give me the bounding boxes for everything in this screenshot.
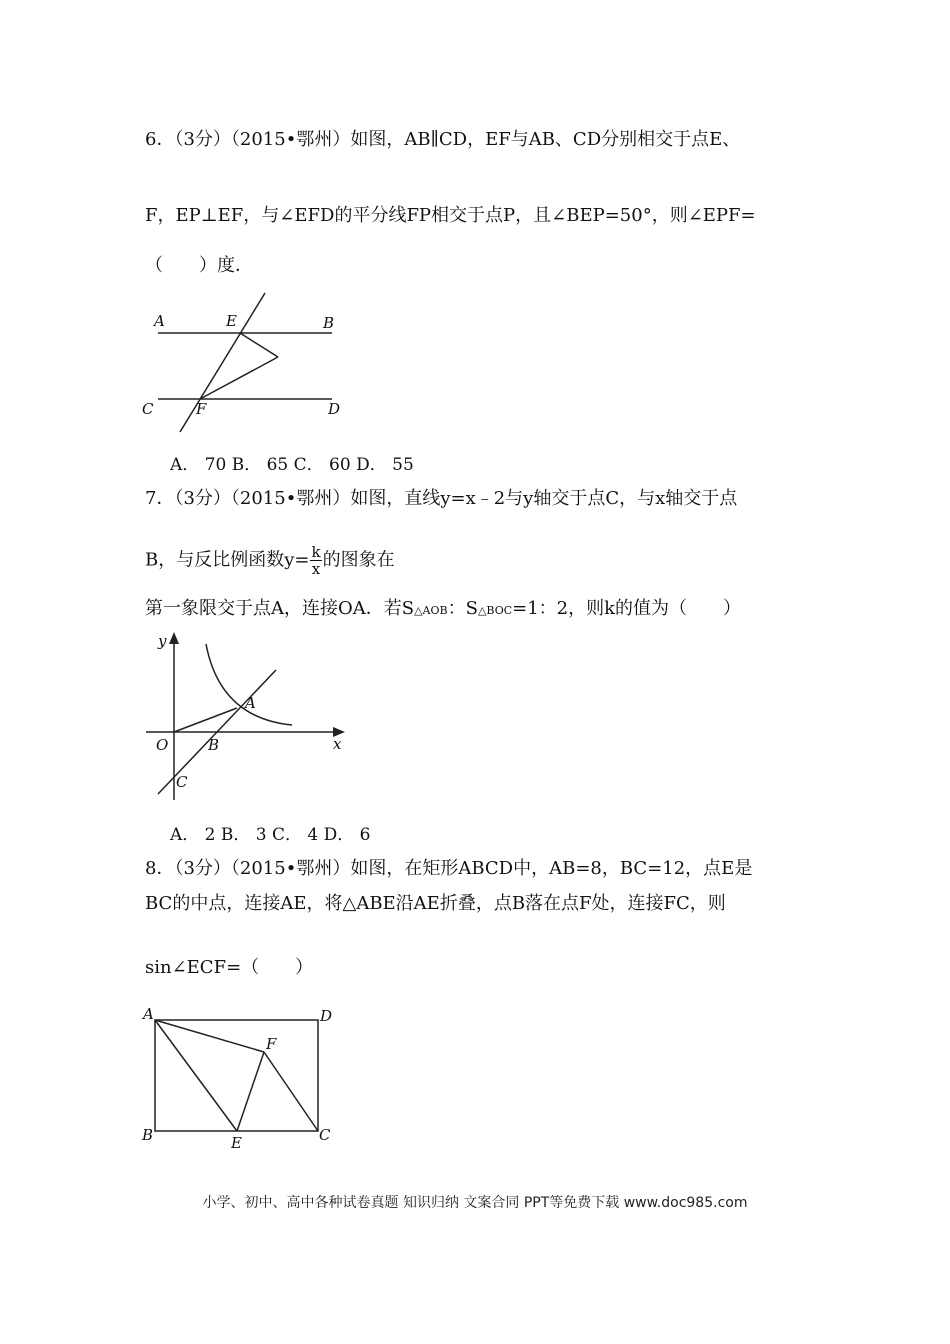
page-footer: 小学、初中、高中各种试卷真题 知识归纳 文案合同 PPT等免费下载 www.doc985.com xyxy=(202,1195,748,1211)
q8-label-c: C xyxy=(319,1126,331,1144)
q7-figure xyxy=(140,628,360,808)
q7-label-c: C xyxy=(176,773,188,791)
q7-subscript-boc: △BOC xyxy=(477,604,513,617)
q7-fraction-numerator: k xyxy=(311,543,321,561)
q6-label-f: F xyxy=(196,400,207,418)
q7-line-3-middle: ：S xyxy=(447,598,478,619)
q7-fraction xyxy=(310,544,321,577)
q8-line-2: BC的中点，连接AE，将△ABE沿AE折叠，点B落在点F处，连接FC，则 xyxy=(145,893,726,914)
q7-line-2 xyxy=(145,544,395,577)
q7-line-2-prefix: B，与反比例函数y= xyxy=(145,549,310,571)
q8-label-b: B xyxy=(142,1126,154,1144)
q8-label-e: E xyxy=(231,1134,242,1152)
q8-label-d: D xyxy=(320,1007,333,1025)
q8-figure xyxy=(140,1002,350,1162)
q6-label-e: E xyxy=(226,312,237,330)
q7-line-3-prefix: 第一象限交于点A，连接OA．若S xyxy=(145,598,415,619)
q7-line-2-suffix: 的图象在 xyxy=(322,549,395,571)
q6-choices: A． 70 B． 65 C． 60 D． 55 xyxy=(170,455,414,475)
q7-label-o: O xyxy=(156,736,169,754)
q8-line-3: sin∠ECF=（ ） xyxy=(145,957,314,978)
q6-label-d: D xyxy=(328,400,341,418)
q6-label-a: A xyxy=(154,312,165,330)
q6-line-1: 6．（3分）（2015•鄂州）如图，AB∥CD，EF与AB、CD分别相交于点E、 xyxy=(145,129,741,150)
q6-line-2: F，EP⊥EF，与∠EFD的平分线FP相交于点P，且∠BEP=50°，则∠EPF= xyxy=(145,205,756,226)
q7-label-y: y xyxy=(158,632,167,650)
q8-label-f: F xyxy=(266,1035,277,1053)
q7-fraction-denominator: x xyxy=(311,560,321,578)
q7-choices: A． 2 B． 3 C． 4 D． 6 xyxy=(170,825,371,845)
q7-label-a: A xyxy=(245,694,256,712)
q6-label-c: C xyxy=(142,400,154,418)
q8-label-a: A xyxy=(143,1005,154,1023)
q8-line-1: 8．（3分）（2015•鄂州）如图，在矩形ABCD中，AB=8，BC=12，点E是 xyxy=(145,858,753,879)
q6-figure xyxy=(140,288,360,438)
q7-subscript-aob: △AOB xyxy=(414,604,448,617)
q7-line-1: 7．（3分）（2015•鄂州）如图，直线y=x﹣2与y轴交于点C，与x轴交于点 xyxy=(145,488,738,509)
q7-label-x: x xyxy=(333,735,342,753)
q6-label-b: B xyxy=(323,314,335,332)
q7-label-b: B xyxy=(208,736,220,754)
q7-line-3-suffix: =1：2，则k的值为（ ） xyxy=(512,598,742,619)
q7-line-3 xyxy=(145,597,741,623)
q6-line-3: （ ）度． xyxy=(145,255,253,276)
